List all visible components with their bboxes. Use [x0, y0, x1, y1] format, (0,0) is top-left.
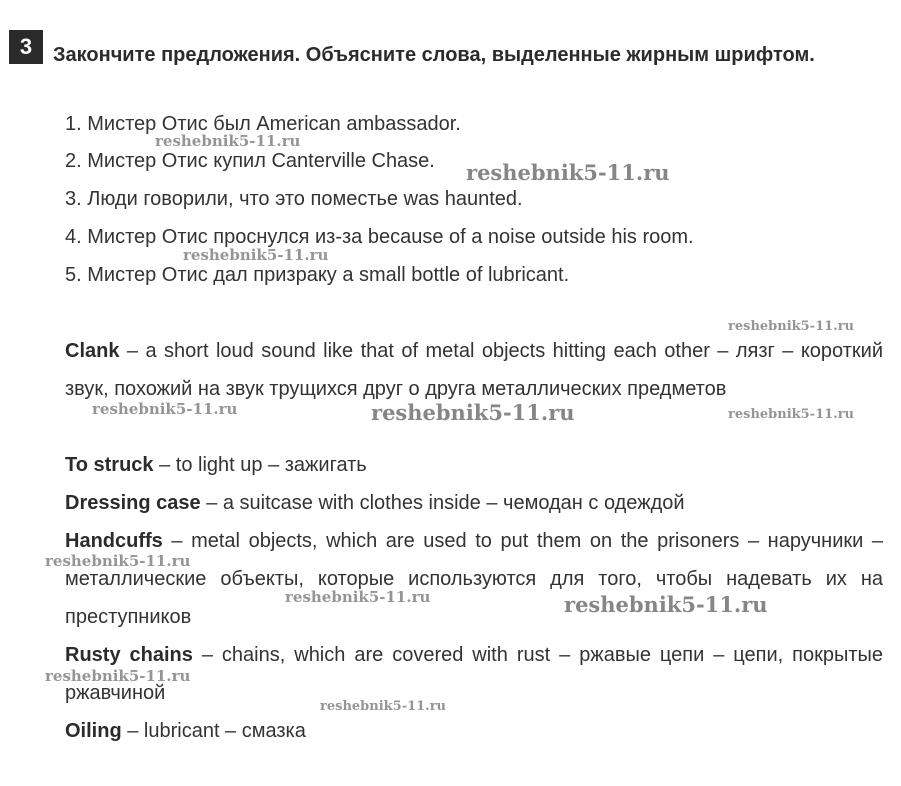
watermark: reshebnik5-11.ru: [564, 592, 768, 617]
sentence-item: 3. Люди говорили, что это поместье was haunted.: [65, 188, 523, 210]
sentence-item: 4. Мистер Отис проснулся из-за because of a noise outside his room.: [65, 226, 694, 248]
sentence-item: 2. Мистер Отис купил Canterville Chase.: [65, 150, 435, 172]
glossary-entry: [65, 332, 883, 408]
glossary-term: Rusty chains: [65, 644, 193, 666]
sentence-item: 5. Мистер Отис дал призраку a small bottle of lubricant.: [65, 264, 570, 286]
glossary-definition: – lubricant – смазка: [121, 720, 306, 742]
glossary-entry: [65, 484, 883, 522]
watermark: reshebnik5-11.ru: [285, 588, 431, 606]
glossary-definition: – to light up – зажигать: [153, 454, 367, 476]
glossary-definition: – a suitcase with clothes inside – чемодан с одеждой: [200, 492, 685, 514]
watermark: reshebnik5-11.ru: [45, 667, 191, 685]
sentence-item: 1. Мистер Отис был American ambassador.: [65, 113, 461, 135]
glossary-entry: [65, 446, 883, 484]
glossary-definition: – a short loud sound like that of metal objects hitting each other – лязг – короткий звук, похожий на звук трущихся друг о друга металлических предметов: [65, 340, 883, 400]
glossary-term: Handcuffs: [65, 530, 163, 552]
glossary-term: Oiling: [65, 720, 122, 742]
watermark: reshebnik5-11.ru: [45, 552, 191, 570]
watermark: reshebnik5-11.ru: [183, 246, 329, 264]
watermark: reshebnik5-11.ru: [320, 699, 447, 714]
task-number-badge: 3: [9, 30, 43, 64]
glossary-term: To struck: [65, 454, 154, 476]
watermark: reshebnik5-11.ru: [728, 319, 855, 334]
glossary-entry: [65, 522, 883, 636]
glossary-definition: – chains, which are covered with rust – ржавые цепи – цепи, покрытые ржавчиной: [65, 644, 884, 704]
watermark: reshebnik5-11.ru: [92, 400, 238, 418]
watermark: reshebnik5-11.ru: [466, 160, 670, 185]
task-title: Закончите предложения. Объясните слова, выделенные жирным шрифтом.: [53, 44, 815, 66]
glossary-definition: – metal objects, which are used to put them on the prisoners – наручники – металлические объекты, которые используются для того, чтобы надевать их на преступников: [65, 530, 883, 628]
glossary-entry: [65, 712, 883, 750]
watermark: reshebnik5-11.ru: [371, 400, 575, 425]
watermark: reshebnik5-11.ru: [155, 132, 301, 150]
glossary-term: Clank: [65, 340, 120, 362]
glossary-term: Dressing case: [65, 492, 201, 514]
watermark: reshebnik5-11.ru: [728, 407, 855, 422]
